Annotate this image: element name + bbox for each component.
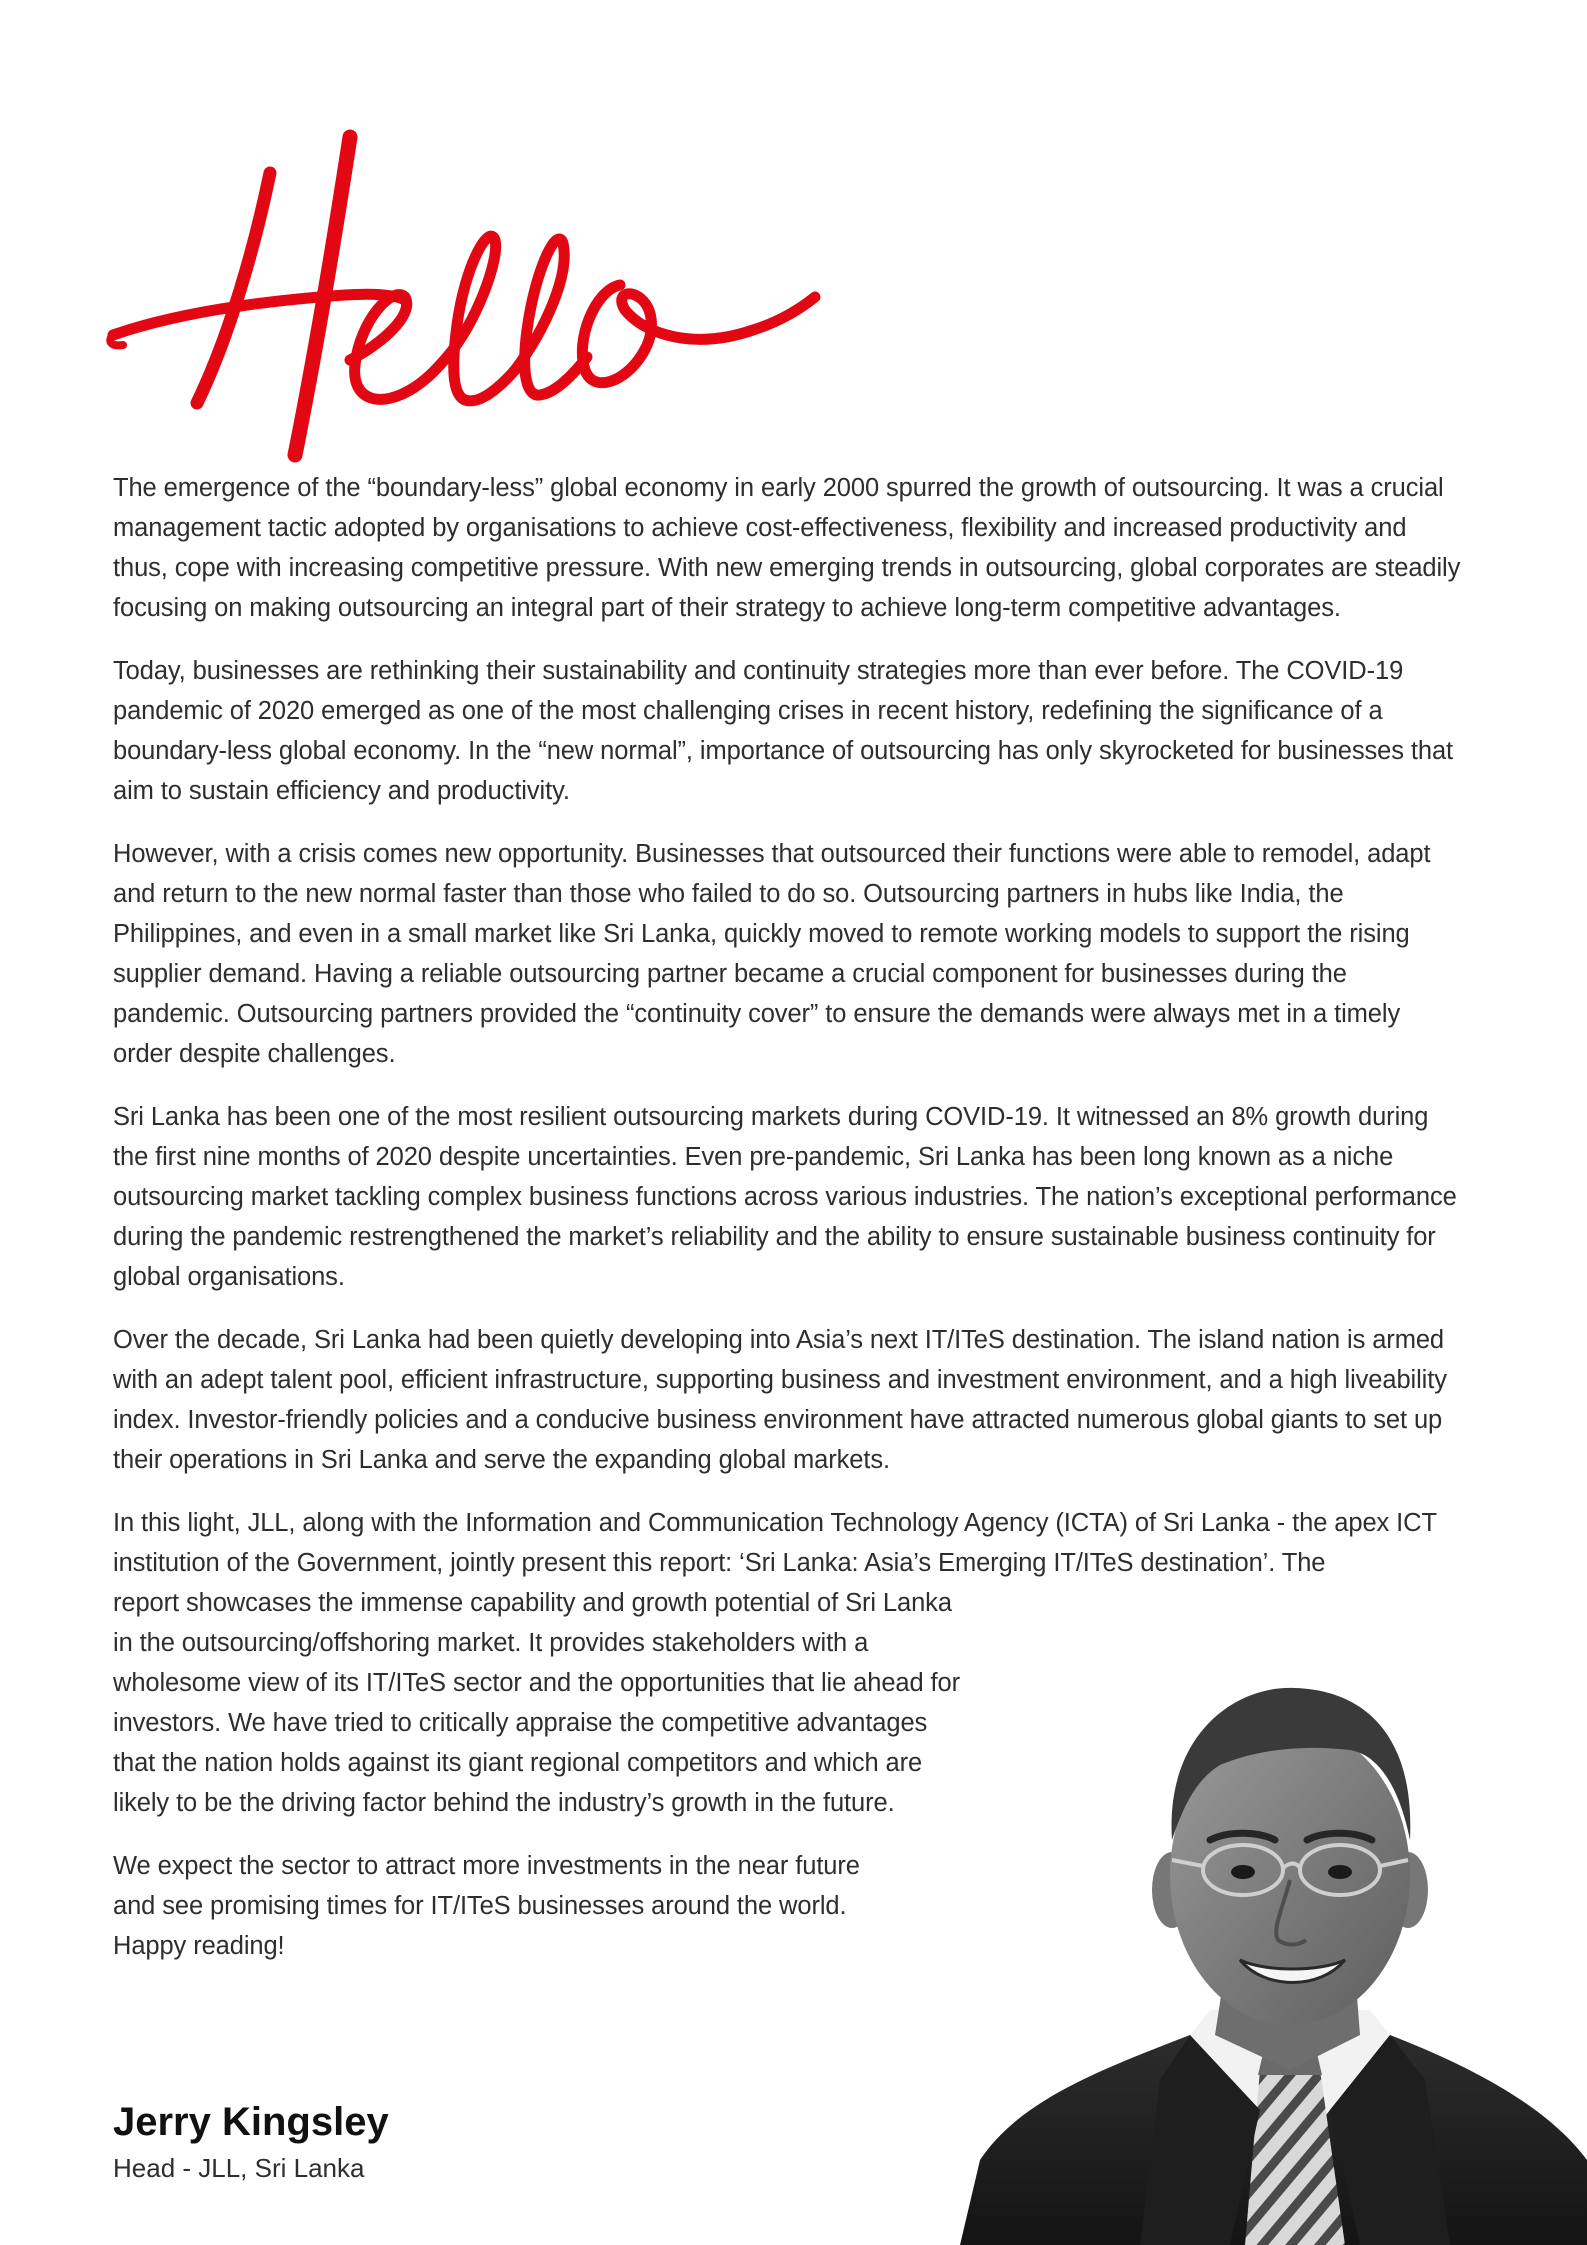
paragraph-1: The emergence of the “boundary-less” global economy in early 2000 spurred the growth of outsourcing. It was a crucial management tactic adopted by organisations to achieve cost-effectiveness, flexibility and increased productivity and thus, cope with increasing competitive pressure. With new emerging trends in outsourcing, global corporates are steadily focusing on making outsourcing an integral part of their strategy to achieve long-term competitive advantages. [113, 474, 1461, 622]
paragraph-6-continued: report showcases the immense capability and growth potential of Sri Lanka in the outsourcing/offshoring market. It provides stakeholders with a wholesome view of its IT/ITeS sector and the opportunities that lie ahead for investors. We have tried to critically appraise the competitive advantages that the nation holds against its giant regional competitors and which are likely to be the driving factor behind the industry’s growth in the future. [113, 1589, 961, 1817]
paragraph-2: Today, businesses are rethinking their sustainability and continuity strategies more than ever before. The COVID-19 pandemic of 2020 emerged as one of the most challenging crises in recent history, redefining the significance of a boundary-less global economy. In the “new normal”, importance of outsourcing has only skyrocketed for businesses that aim to sustain efficiency and productivity. [113, 657, 1454, 805]
signature-block [113, 2098, 389, 2186]
signatory-title: Head - JLL, Sri Lanka [113, 2153, 365, 2183]
hello-script-graphic [105, 125, 825, 470]
paragraph-3: However, with a crisis comes new opportunity. Businesses that outsourced their functions were able to remodel, adapt and return to the new normal faster than those who failed to do so. Outsourcing partners in hubs like India, the Philippines, and even in a small market like Sri Lanka, quickly moved to remote working models to support the rising supplier demand. Having a reliable outsourcing partner became a crucial component for businesses during the pandemic. Outsourcing partners provided the “continuity cover” to ensure the demands were always met in a timely order despite challenges. [113, 840, 1431, 1068]
closing-line-1: We expect the sector to attract more investments in the near future [113, 1852, 860, 1880]
portrait-photo [960, 1640, 1587, 2245]
closing-line-3: Happy reading! [113, 1932, 285, 1960]
portrait-illustration [960, 1640, 1587, 2245]
paragraph-4: Sri Lanka has been one of the most resilient outsourcing markets during COVID-19. It witnessed an 8% growth during the first nine months of 2020 despite uncertainties. Even pre-pandemic, Sri Lanka has been long known as a niche outsourcing market tackling complex business functions across various industries. The nation’s exceptional performance during the pandemic restrengthened the market’s reliability and the ability to ensure sustainable business continuity for global organisations. [113, 1103, 1457, 1291]
closing-line-2: and see promising times for IT/ITeS businesses around the world. [113, 1892, 847, 1920]
paragraph-5: Over the decade, Sri Lanka had been quietly developing into Asia’s next IT/ITeS destination. The island nation is armed with an adept talent pool, efficient infrastructure, supporting business and investment environment, and a high liveability index. Investor-friendly policies and a conducive business environment have attracted numerous global giants to set up their operations in Sri Lanka and serve the expanding global markets. [113, 1326, 1447, 1474]
closing-paragraph [113, 1846, 933, 1966]
signatory-name: Jerry Kingsley [113, 2100, 389, 2144]
hello-heading [105, 125, 825, 470]
paragraph-6 [113, 1503, 1465, 1583]
paragraph-6-lead: In this light, JLL, along with the Information and Communication Technology Agency (ICTA) of Sri Lanka - the apex ICT institution of the Government, jointly present this report: ‘Sri Lanka: Asia’s Emerging IT/ITeS destination’. The [113, 1509, 1437, 1577]
